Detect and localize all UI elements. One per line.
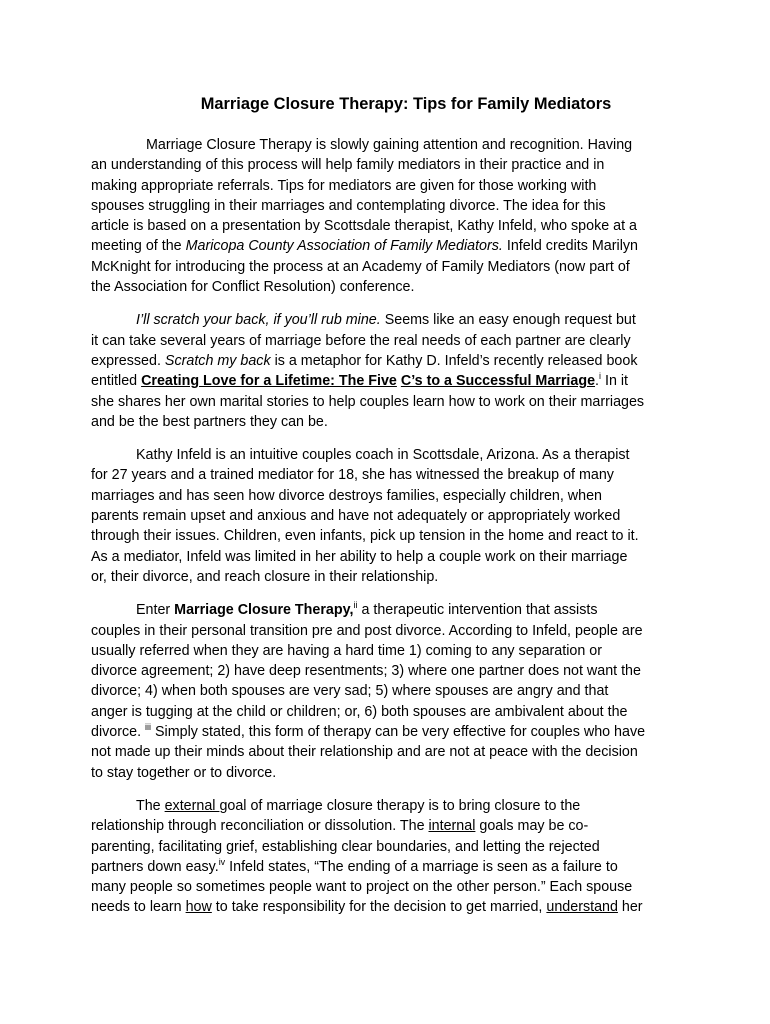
text-line: McKnight for introducing the process at an Academy of Family Mediators (now part of bbox=[91, 258, 630, 275]
text-line: not made up their minds about their relationship and are not at peace with the decision bbox=[91, 744, 638, 761]
text-run: entitled bbox=[91, 373, 142, 390]
text-run: In it bbox=[601, 373, 629, 390]
text-run: meeting of the bbox=[91, 238, 186, 255]
text-line bbox=[91, 371, 691, 391]
text-line bbox=[91, 857, 691, 877]
text-line: couples in their personal transition pre and post divorce. According to Infeld, people are bbox=[91, 622, 643, 639]
footnote-ref: i bbox=[599, 371, 601, 382]
book-title-continued: C’s to a Successful Marriage bbox=[400, 373, 596, 390]
text-run: Enter bbox=[136, 602, 175, 619]
text-line: the Association for Conflict Resolution) conference. bbox=[91, 279, 415, 296]
text-line: she shares her own marital stories to help couples learn how to work on their marriages bbox=[91, 393, 645, 410]
bold-term: Marriage Closure Therapy, bbox=[174, 602, 354, 619]
text-line: divorce agreement; 2) have deep resentments; 3) where one partner does not want the bbox=[91, 663, 641, 680]
text-line: marriages and has seen how divorce destroys families, especially children, when bbox=[91, 487, 602, 504]
underlined-word: internal bbox=[428, 818, 476, 835]
text-line bbox=[91, 236, 691, 256]
text-line bbox=[91, 897, 691, 917]
text-line bbox=[91, 310, 691, 330]
text-line: and be the best partners they can be. bbox=[91, 413, 328, 430]
text-line: many people so sometimes people want to project on the other person.” Each spouse bbox=[91, 879, 633, 896]
text-run: is a metaphor for Kathy D. Infeld’s recently released book bbox=[270, 352, 638, 369]
text-line: Marriage Closure Therapy is slowly gaining attention and recognition. Having bbox=[146, 137, 633, 153]
text-line: anger is tugging at the child or children; or, 6) both spouses are ambivalent about the bbox=[91, 703, 628, 720]
text-line: through their issues. Children, even infants, pick up tension in the home and react to it. bbox=[91, 528, 639, 545]
text-line: or, their divorce, and reach closure in their relationship. bbox=[91, 568, 439, 585]
text-run: partners down easy. bbox=[91, 858, 219, 875]
text-line bbox=[91, 351, 691, 371]
italic-quote: I’ll scratch your back, if you’ll rub mine. bbox=[136, 312, 381, 329]
text-line bbox=[91, 722, 691, 742]
text-line: to stay together or to divorce. bbox=[91, 764, 277, 781]
underlined-word: how bbox=[185, 899, 212, 916]
text-run: Simply stated, this form of therapy can be very effective for couples who have bbox=[151, 724, 646, 741]
footnote-ref: iv bbox=[218, 856, 226, 867]
book-title: Creating Love for a Lifetime: The Five bbox=[141, 373, 397, 390]
text-line: parenting, facilitating grief, establishing clear boundaries, and letting the rejected bbox=[91, 838, 600, 855]
text-run: Seems like an easy enough request but bbox=[380, 312, 636, 329]
paragraph-goals bbox=[91, 796, 691, 918]
text-run: a therapeutic intervention that assists bbox=[357, 602, 598, 619]
text-line: article is based on a presentation by Scottsdale therapist, Kathy Infeld, who spoke at a bbox=[91, 218, 637, 235]
underlined-word: external bbox=[164, 797, 220, 814]
text-run: . bbox=[595, 373, 599, 390]
text-run: expressed. bbox=[91, 352, 165, 369]
underlined-word: understand bbox=[546, 899, 618, 916]
document-body bbox=[91, 135, 691, 931]
page-title: Marriage Closure Therapy: Tips for Family Mediators bbox=[200, 95, 612, 113]
paragraph-kathy-infeld bbox=[91, 445, 691, 587]
text-run: Infeld credits Marilyn bbox=[502, 238, 638, 255]
text-run: Infeld states, “The ending of a marriage is seen as a failure to bbox=[225, 858, 618, 875]
paragraph-enter-mct bbox=[91, 600, 691, 783]
text-line: an understanding of this process will help family mediators in their practice and in bbox=[91, 157, 605, 174]
paragraph-intro bbox=[91, 135, 691, 297]
text-line: parents remain upset and anxious and have not adequately or appropriately worked bbox=[91, 508, 621, 525]
text-run: relationship through reconciliation or dissolution. The bbox=[91, 818, 429, 835]
italic-phrase: Scratch my back bbox=[164, 352, 271, 369]
text-line: making appropriate referrals. Tips for mediators are given for those working with bbox=[91, 177, 597, 194]
text-run: to take responsibility for the decision to get married, bbox=[211, 899, 547, 916]
text-run: needs to learn bbox=[91, 899, 186, 916]
text-run: The bbox=[136, 797, 165, 814]
text-line: spouses struggling in their marriages and contemplating divorce. The idea for this bbox=[91, 197, 606, 214]
text-run: her bbox=[617, 899, 643, 916]
association-name: Maricopa County Association of Family Mediators. bbox=[185, 238, 503, 255]
text-line bbox=[91, 816, 691, 836]
text-line: usually referred when they are having a hard time 1) coming to any separation or bbox=[91, 642, 602, 659]
text-run: goal of marriage closure therapy is to bring closure to the bbox=[219, 797, 581, 814]
text-line: it can take several years of marriage before the real needs of each partner are clearly bbox=[91, 332, 631, 349]
text-line bbox=[91, 600, 691, 620]
footnote-ref: ii bbox=[353, 600, 358, 611]
text-line bbox=[91, 796, 691, 816]
footnote-ref: iii bbox=[145, 722, 152, 733]
text-line: divorce; 4) when both spouses are very sad; 5) where spouses are angry and that bbox=[91, 683, 609, 700]
text-run: divorce. bbox=[91, 724, 146, 741]
text-line: for 27 years and a trained mediator for 18, she has witnessed the breakup of many bbox=[91, 467, 614, 484]
text-line: Kathy Infeld is an intuitive couples coach in Scottsdale, Arizona. As a therapist bbox=[136, 447, 630, 464]
text-line: As a mediator, Infeld was limited in her ability to help a couple work on their marriage bbox=[91, 548, 628, 565]
text-run: goals may be co- bbox=[475, 818, 589, 835]
paragraph-scratch-my-back bbox=[91, 310, 691, 432]
